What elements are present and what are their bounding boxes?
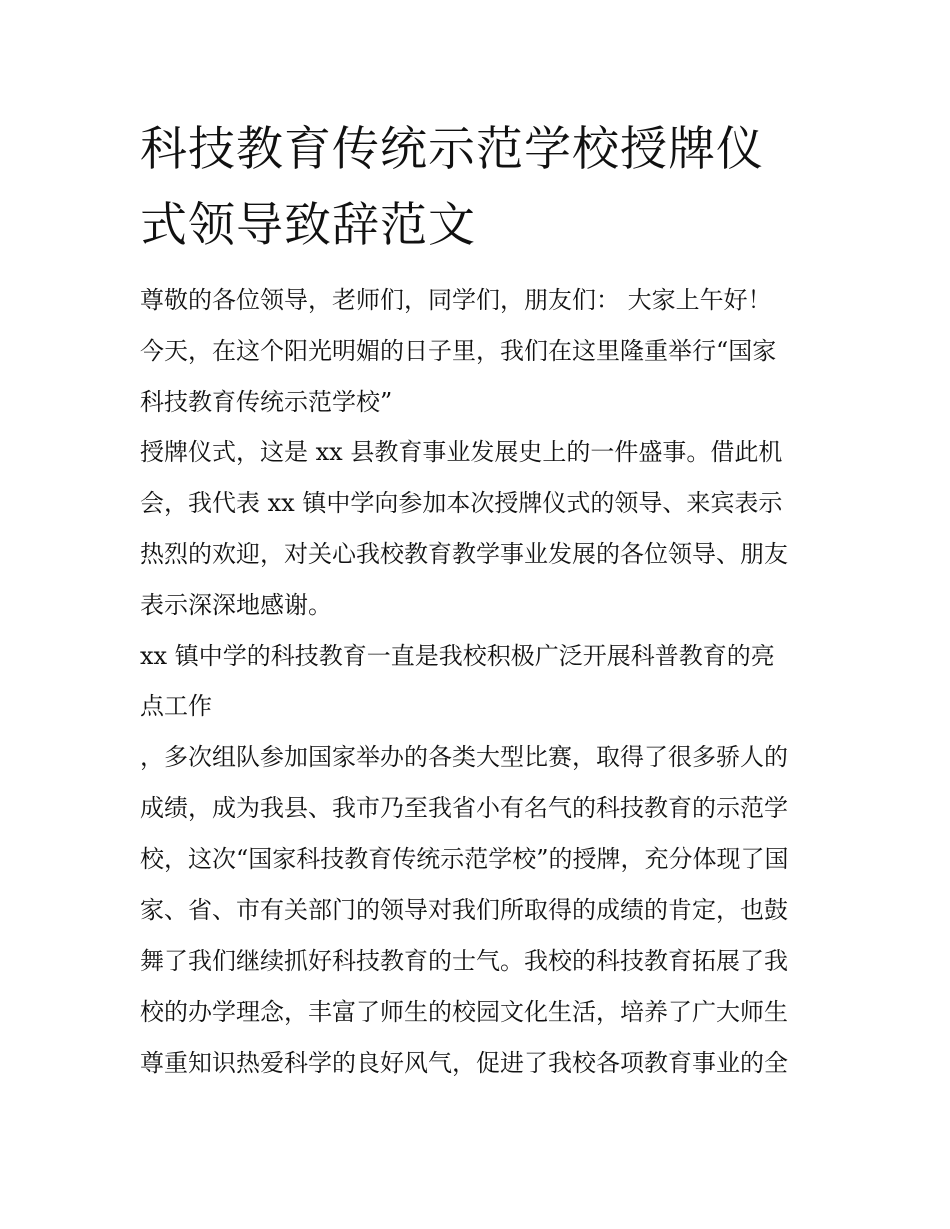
body-line: 成绩，成为我县、我市乃至我省小有名气的科技教育的示范学 bbox=[140, 794, 788, 822]
body-line: 表示深深地感谢。 bbox=[140, 591, 332, 619]
body-line: 舞了我们继续抓好科技教育的士气。我校的科技教育拓展了我 bbox=[140, 947, 788, 975]
title-line: 式领导致辞范文 bbox=[140, 198, 476, 253]
document-title bbox=[140, 112, 820, 264]
title-line: 科技教育传统示范学校授牌仪 bbox=[140, 122, 764, 177]
body-line: 尊敬的各位领导，老师们，同学们，朋友们： 大家上午好！ bbox=[140, 286, 772, 314]
body-line: 校，这次“国家科技教育传统示范学校”的授牌，充分体现了国 bbox=[140, 845, 789, 873]
body-line: 今天，在这个阳光明媚的日子里，我们在这里隆重举行“国家 bbox=[140, 337, 777, 365]
body-line: 点工作 bbox=[140, 692, 212, 720]
body-line: ，多次组队参加国家举办的各类大型比赛，取得了很多骄人的 bbox=[140, 743, 788, 771]
body-line: 热烈的欢迎，对关心我校教育教学事业发展的各位领导、朋友 bbox=[140, 540, 788, 568]
body-line: 授牌仪式，这是 xx 县教育事业发展史上的一件盛事。借此机 bbox=[140, 438, 783, 466]
body-line: 尊重知识热爱科学的良好风气，促进了我校各项教育事业的全 bbox=[140, 1049, 788, 1077]
body-line: 会，我代表 xx 镇中学向参加本次授牌仪式的领导、来宾表示 bbox=[140, 489, 783, 517]
body-line: xx 镇中学的科技教育一直是我校积极广泛开展科普教育的亮 bbox=[140, 642, 775, 670]
body-line: 校的办学理念，丰富了师生的校园文化生活，培养了广大师生 bbox=[140, 998, 788, 1026]
body-line: 科技教育传统示范学校” bbox=[140, 388, 393, 416]
body-line: 家、省、市有关部门的领导对我们所取得的成绩的肯定，也鼓 bbox=[140, 896, 788, 924]
